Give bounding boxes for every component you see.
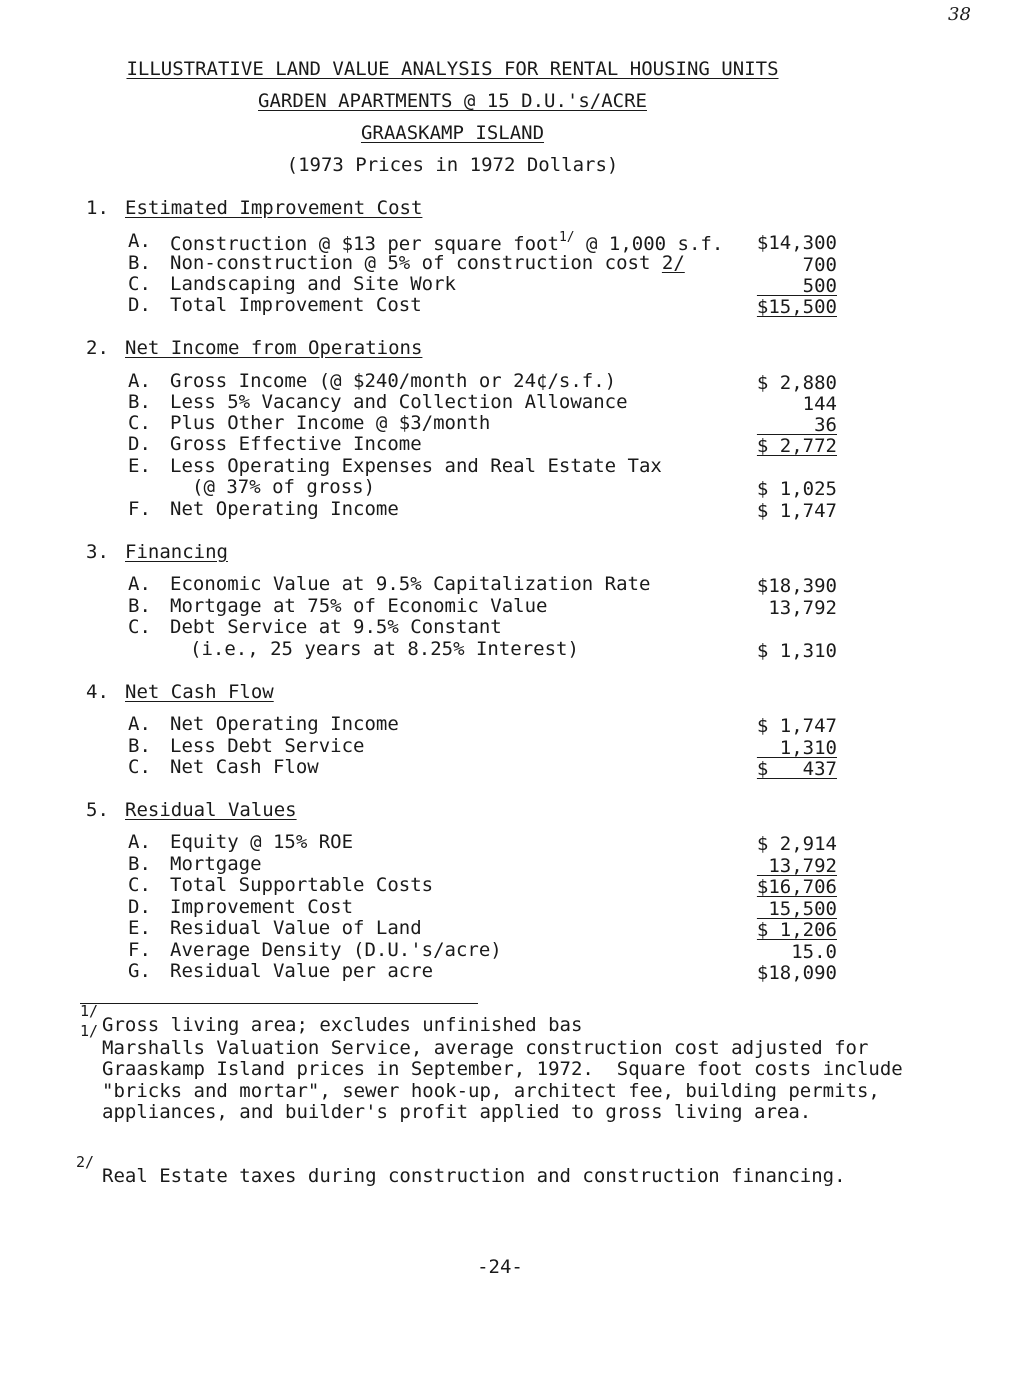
item-text: Net Cash Flow <box>170 756 319 778</box>
item-text: Mortgage <box>170 853 262 875</box>
item-total: $ 437 <box>756 758 837 780</box>
item-letter: A. <box>128 831 151 853</box>
item-letter: B. <box>128 391 151 413</box>
item-letter: C. <box>128 412 151 434</box>
section-number: 2. <box>86 337 109 359</box>
item-letter: D. <box>128 896 151 918</box>
item-value: 15.0 <box>791 941 837 963</box>
section-title: Net Income from Operations <box>125 337 423 359</box>
handwritten-page-mark: 38 <box>948 4 971 25</box>
item-letter: C. <box>128 874 151 896</box>
footnote-line: "bricks and mortar", sewer hook-up, architect fee, building permits, <box>102 1080 880 1102</box>
item-value: 500 <box>802 275 837 297</box>
item-letter: A. <box>128 370 151 392</box>
item-value: 700 <box>802 254 837 276</box>
section-title: Residual Values <box>125 799 297 821</box>
footnote-divider <box>80 1003 478 1004</box>
item-letter: A. <box>128 713 151 735</box>
report-subtitle: GARDEN APARTMENTS @ 15 D.U.'s/ACRE <box>258 90 647 112</box>
section-title: Financing <box>125 541 228 563</box>
item-text: Construction @ $13 per square foot$^{1/}$ @ 1,000 s.f. <box>170 230 724 255</box>
item-text: Plus Other Income @ $3/month <box>170 412 491 434</box>
item-text: Residual Value of Land <box>170 917 422 939</box>
item-value: 15,500 <box>768 898 837 920</box>
item-letter: B. <box>128 735 151 757</box>
report-price-basis: (1973 Prices in 1972 Dollars) <box>286 154 619 176</box>
item-letter: F. <box>128 498 151 520</box>
item-text: Less 5% Vacancy and Collection Allowance <box>170 391 628 413</box>
item-text: Average Density (D.U.'s/acre) <box>170 939 502 961</box>
item-text: Debt Service at 9.5% Constant <box>170 616 502 638</box>
item-value: $18,390 <box>756 575 837 597</box>
item-value: $ 2,880 <box>756 372 837 394</box>
item-value: $18,090 <box>756 962 837 984</box>
report-title: ILLUSTRATIVE LAND VALUE ANALYSIS FOR RENTAL HOUSING UNITS <box>126 58 779 80</box>
section-number: 1. <box>86 197 109 219</box>
item-value: $ 1,025 <box>756 478 837 500</box>
footnote-ref: 1/ <box>558 230 575 245</box>
item-value: 1,310 <box>779 737 837 759</box>
item-letter: A. <box>128 573 151 595</box>
item-text: Gross Effective Income <box>170 433 422 455</box>
item-text: Less Operating Expenses and Real Estate Tax <box>170 455 662 477</box>
item-total: $15,500 <box>756 296 837 318</box>
section-number: 5. <box>86 799 109 821</box>
section-number: 3. <box>86 541 109 563</box>
item-letter: D. <box>128 294 151 316</box>
section-number: 4. <box>86 681 109 703</box>
item-total: $ 2,772 <box>756 435 837 457</box>
item-letter: F. <box>128 939 151 961</box>
item-letter: C. <box>128 616 151 638</box>
item-text-continuation: (i.e., 25 years at 8.25% Interest) <box>190 638 579 660</box>
item-text: Mortgage at 75% of Economic Value <box>170 595 548 617</box>
item-letter: D. <box>128 433 151 455</box>
item-text: Less Debt Service <box>170 735 365 757</box>
item-total: $ 1,206 <box>756 919 837 941</box>
item-value: 13,792 <box>768 855 837 877</box>
section-title: Net Cash Flow <box>125 681 274 703</box>
item-text: Residual Value per acre <box>170 960 434 982</box>
item-text: Equity @ 15% ROE <box>170 831 354 853</box>
item-text: Total Supportable Costs <box>170 874 434 896</box>
item-letter: A. <box>128 230 151 252</box>
item-letter: B. <box>128 853 151 875</box>
footnote-line: Marshalls Valuation Service, average construction cost adjusted for <box>102 1037 869 1059</box>
footnote-marker: 1/ <box>80 1002 99 1020</box>
footnote-ref: 2/ <box>661 252 685 274</box>
item-letter: B. <box>128 595 151 617</box>
item-text: Net Operating Income <box>170 498 399 520</box>
item-value: $ 1,310 <box>756 640 837 662</box>
item-text: Net Operating Income <box>170 713 399 735</box>
footnote-marker: 1/ <box>80 1022 99 1040</box>
footnote-line: Real Estate taxes during construction and construction financing. <box>102 1165 846 1187</box>
item-letter: C. <box>128 756 151 778</box>
item-text: Non-construction @ 5% of construction cost 2/ <box>170 252 685 274</box>
page-number: -24- <box>477 1256 523 1278</box>
item-letter: E. <box>128 917 151 939</box>
report-location: GRAASKAMP ISLAND <box>360 122 545 144</box>
item-value: 36 <box>814 414 837 436</box>
item-value: 144 <box>802 393 837 415</box>
section-title: Estimated Improvement Cost <box>125 197 423 219</box>
item-value: $ 1,747 <box>756 715 837 737</box>
item-total: $16,706 <box>756 876 837 898</box>
item-text: Gross Income (@ $240/month or 24¢/s.f.) <box>170 370 617 392</box>
item-text: Improvement Cost <box>170 896 354 918</box>
footnote-struck-text: Gross living area; excludes unfinished bas <box>102 1014 583 1036</box>
footnote-line: appliances, and builder's profit applied to gross living area. <box>102 1101 812 1123</box>
item-text-continuation: (@ 37% of gross) <box>192 476 376 498</box>
item-letter: B. <box>128 252 151 274</box>
item-text: Landscaping and Site Work <box>170 273 456 295</box>
item-letter: C. <box>128 273 151 295</box>
item-value: $ 1,747 <box>756 500 837 522</box>
footnote-marker: 2/ <box>76 1153 95 1171</box>
item-value: $ 2,914 <box>756 833 837 855</box>
item-value: 13,792 <box>768 597 837 619</box>
item-text: Total Improvement Cost <box>170 294 422 316</box>
item-letter: E. <box>128 455 151 477</box>
item-text: Economic Value at 9.5% Capitalization Rate <box>170 573 651 595</box>
item-value: $14,300 <box>756 232 837 254</box>
footnote-line: Graaskamp Island prices in September, 1972. Square foot costs include <box>102 1058 903 1080</box>
item-letter: G. <box>128 960 151 982</box>
